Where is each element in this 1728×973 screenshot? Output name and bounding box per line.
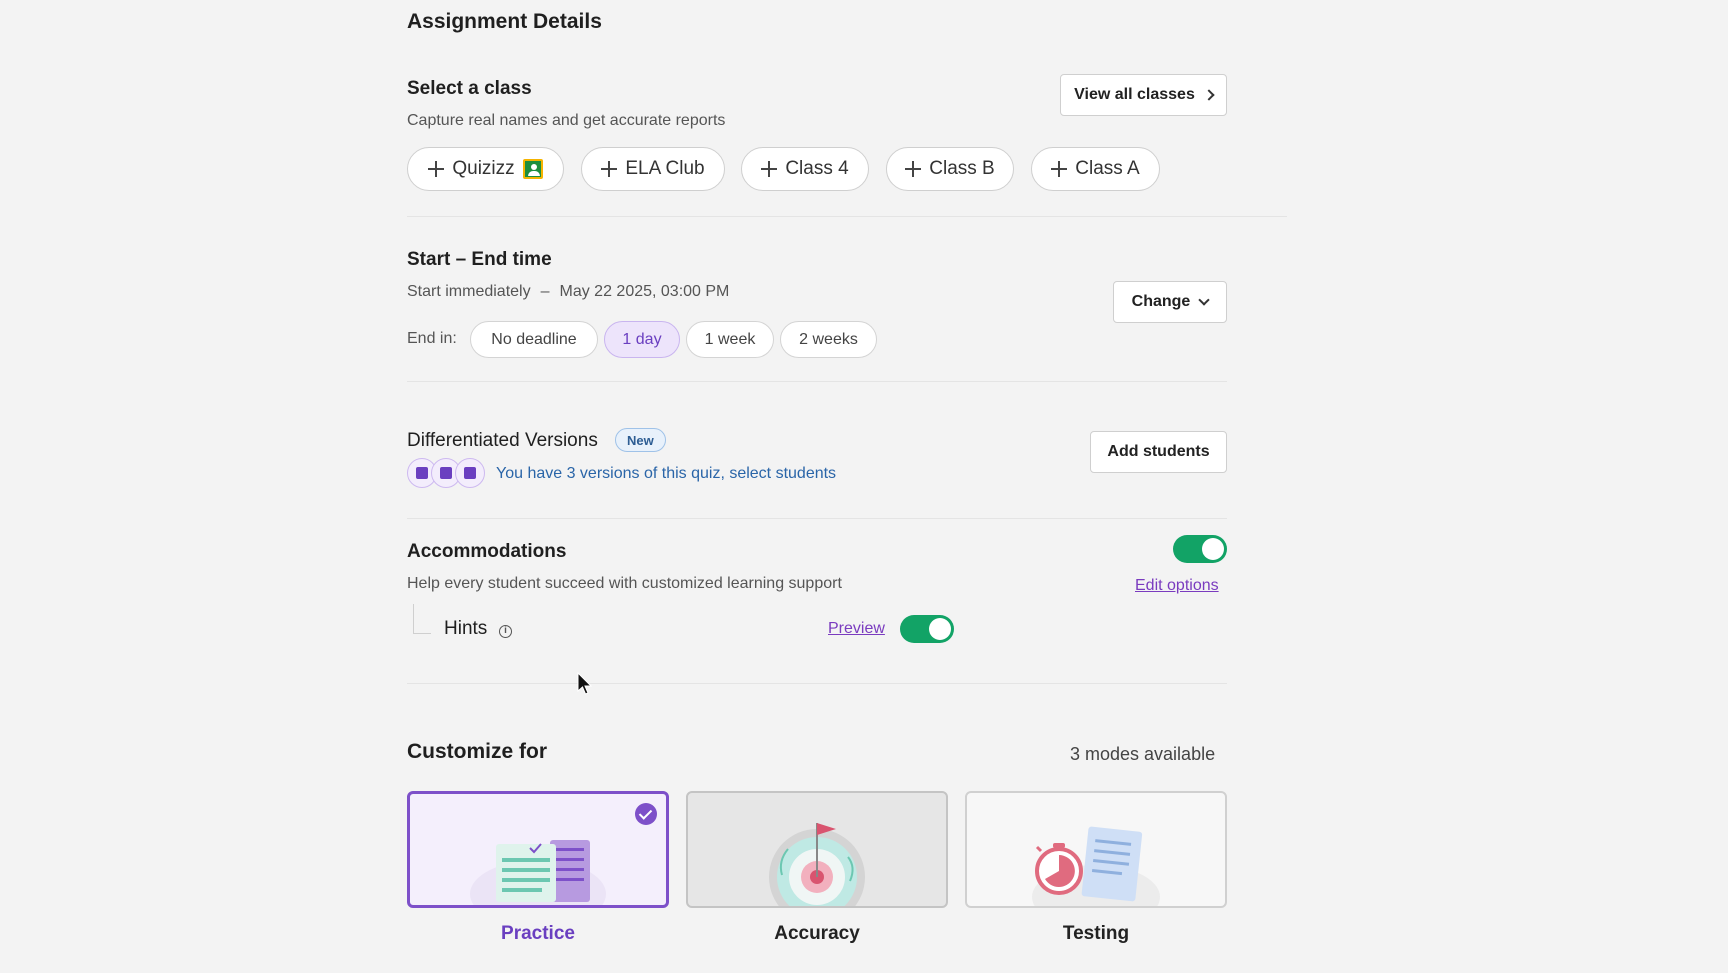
end-in-label: End in: [407,330,457,347]
plus-icon [601,161,617,177]
change-schedule-button[interactable] [1113,281,1227,323]
divider [407,518,1227,519]
accommodations-toggle[interactable] [1173,535,1227,563]
info-icon[interactable]: i [499,625,512,638]
testing-illustration [967,793,1225,906]
customize-title: Customize for [407,740,548,763]
mode-card-practice[interactable] [407,791,669,908]
class-label: Class B [929,158,995,179]
class-pill-class-b[interactable] [886,147,1014,191]
class-pill-quizizz[interactable] [407,147,564,191]
plus-icon [1051,161,1067,177]
view-all-classes-button[interactable] [1060,74,1227,116]
check-circle-icon [635,803,657,825]
end-time-text: May 22 2025, 03:00 PM [559,283,730,300]
view-all-classes-label: View all classes [1074,86,1195,103]
plus-icon [905,161,921,177]
plus-icon [428,161,444,177]
differentiated-title: Differentiated Versions [407,430,598,451]
preview-link[interactable]: Preview [828,620,885,637]
version-icon [455,458,485,488]
class-label: Quizizz [452,158,515,179]
class-pill-ela-club[interactable] [581,147,725,191]
page-title: Assignment Details [407,10,602,33]
end-option-1-week[interactable]: 1 week [686,321,774,358]
hints-toggle[interactable] [900,615,954,643]
mode-label-accuracy: Accuracy [774,923,860,944]
new-badge: New [615,428,666,452]
mode-label-practice: Practice [501,923,575,944]
end-option-2-weeks[interactable]: 2 weeks [780,321,877,358]
modes-available: 3 modes available [1070,744,1216,764]
end-option-no-deadline[interactable]: No deadline [470,321,598,358]
practice-illustration [410,794,666,905]
mode-card-testing[interactable] [965,791,1227,908]
edit-options-link[interactable]: Edit options [1135,577,1219,594]
class-pill-class-a[interactable] [1031,147,1160,191]
tree-connector [413,604,431,634]
select-students-link[interactable]: You have 3 versions of this quiz, select students [496,465,837,482]
add-students-label: Add students [1107,443,1210,460]
schedule-title: Start – End time [407,249,552,270]
plus-icon [761,161,777,177]
mode-label-testing: Testing [1062,923,1130,944]
accommodations-subtitle: Help every student succeed with customized learning support [407,575,842,592]
mouse-cursor-icon [577,672,593,696]
class-label: Class A [1075,158,1140,179]
select-class-subtitle: Capture real names and get accurate reports [407,112,726,129]
class-label: ELA Club [625,158,705,179]
accommodations-title: Accommodations [407,541,567,562]
select-class-title: Select a class [407,78,532,99]
mode-card-accuracy[interactable] [686,791,948,908]
end-option-1-day[interactable]: 1 day [604,321,680,358]
class-label: Class 4 [785,158,849,179]
change-label: Change [1131,293,1191,310]
add-students-button[interactable] [1090,431,1227,473]
target-illustration [688,793,946,906]
google-classroom-icon [523,159,543,179]
divider [407,683,1227,684]
hints-label: Hints [444,618,488,639]
separator: – [540,283,550,300]
divider [407,381,1227,382]
start-time-text: Start immediately [407,283,531,300]
schedule-summary [407,283,729,301]
chevron-right-icon [1203,89,1214,100]
class-pill-class-4[interactable] [741,147,869,191]
divider [407,216,1287,217]
chevron-down-icon [1199,294,1210,305]
